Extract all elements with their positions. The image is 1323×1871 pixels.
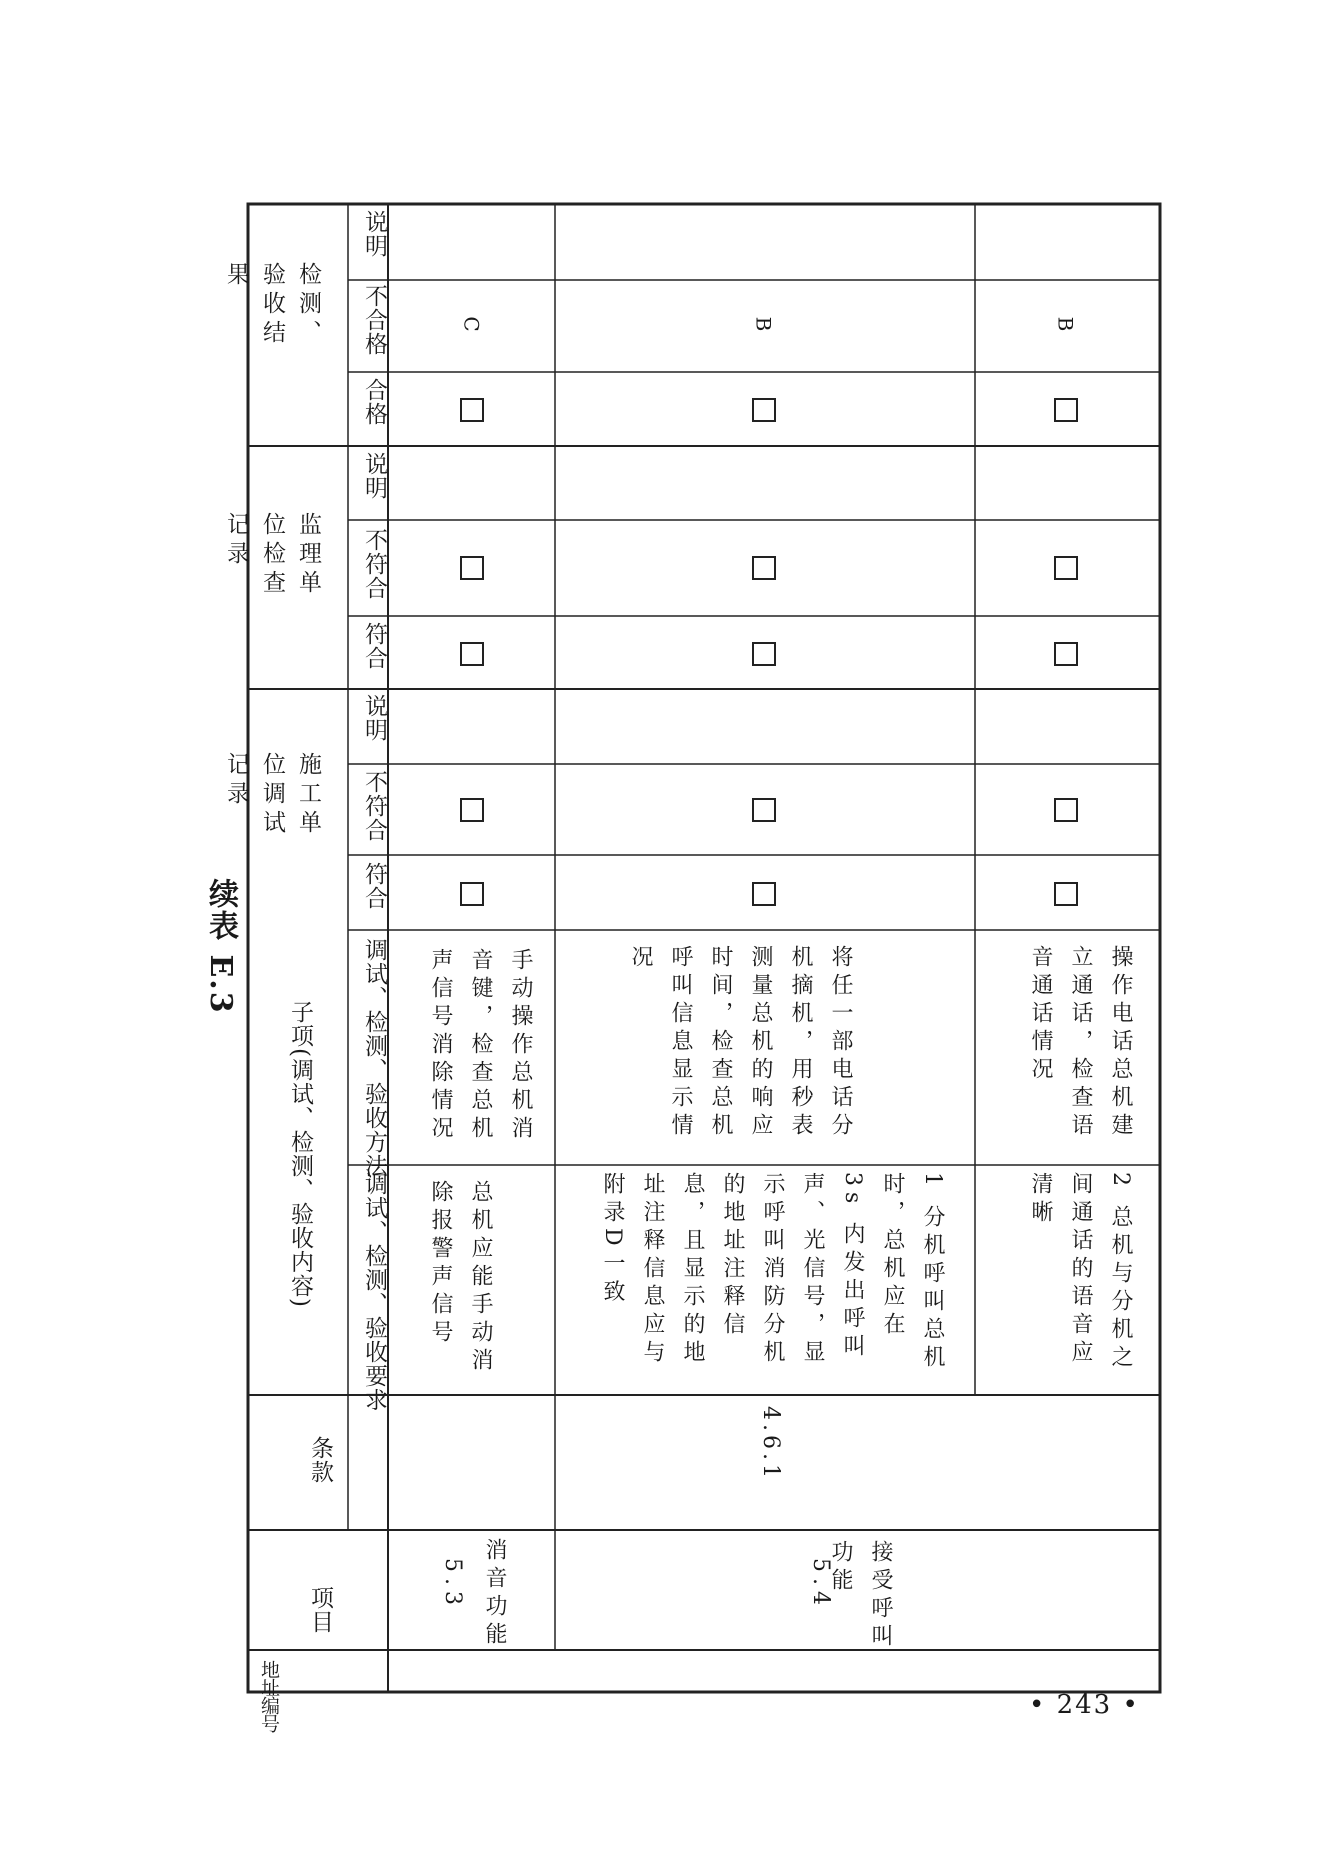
row-2-pass-checkbox[interactable] xyxy=(752,398,776,422)
row-3-requirement: 2 总机与分机之间通话的语音应清晰 xyxy=(1028,1172,1133,1373)
row-2-supervision-conform-checkbox[interactable] xyxy=(752,642,776,666)
header-inspection: 检测、验收结果 xyxy=(223,262,321,349)
row-2-method: 将任一部电话分机摘机，用秒表测量总机的响应时间，检查总机呼叫信息显示情况 xyxy=(628,945,853,1141)
header-item: 项目 xyxy=(307,1586,333,1634)
header-construction: 施工单位调试记录 xyxy=(223,752,321,839)
row-1-grade: C xyxy=(459,316,484,332)
header-method: 调试、检测、验收方法 xyxy=(361,938,387,1178)
header-supervision-conform: 符合 xyxy=(361,622,387,670)
row-2-grade: B xyxy=(751,316,776,332)
page-number: • 243 • xyxy=(1029,1690,1140,1720)
header-clause: 条款 xyxy=(307,1436,333,1484)
row-3-grade: B xyxy=(1053,316,1078,332)
row-2-requirement: 1 分机呼叫总机时，总机应在 3s 内发出呼叫声、光信号，显示呼叫消防分机的地址注释信息，且显示的地址注释信息应与附录D一致 xyxy=(600,1172,945,1373)
header-inspection-note: 说明 xyxy=(361,210,387,258)
row-3-supervision-conform-checkbox[interactable] xyxy=(1054,642,1078,666)
header-construction-nonconform: 不符合 xyxy=(361,770,387,842)
row-2-supervision-nonconform-checkbox[interactable] xyxy=(752,556,776,580)
table-caption: 续表 E.3 xyxy=(203,878,238,1015)
header-supervision-nonconform: 不符合 xyxy=(361,528,387,600)
header-construction-note: 说明 xyxy=(361,694,387,742)
row-3-supervision-nonconform-checkbox[interactable] xyxy=(1054,556,1078,580)
row-2-construction-conform-checkbox[interactable] xyxy=(752,882,776,906)
row-1-construction-conform-checkbox[interactable] xyxy=(460,882,484,906)
row-2-item-no: 5.4 xyxy=(808,1558,833,1611)
header-supervision: 监理单位检查记录 xyxy=(223,512,321,599)
header-subitem: 子项(调试、检测、验收内容) xyxy=(287,1000,313,1308)
row-1-requirement: 总机应能手动消除报警声信号 xyxy=(428,1180,493,1376)
row-1-supervision-conform-checkbox[interactable] xyxy=(460,642,484,666)
header-requirement: 调试、检测、验收要求 xyxy=(361,1172,387,1412)
row-1-supervision-nonconform-checkbox[interactable] xyxy=(460,556,484,580)
row-3-pass-checkbox[interactable] xyxy=(1054,398,1078,422)
row-3-method: 操作电话总机建立通话，检查语音通话情况 xyxy=(1028,945,1133,1141)
row-3-construction-conform-checkbox[interactable] xyxy=(1054,882,1078,906)
row-1-pass-checkbox[interactable] xyxy=(460,398,484,422)
header-supervision-note: 说明 xyxy=(361,452,387,500)
clause-value: 4.6.1 xyxy=(758,1406,783,1482)
row-1-item-no: 5.3 xyxy=(440,1558,465,1611)
header-inspection-fail: 不合格 xyxy=(361,284,387,356)
header-address-code: 地址编号 xyxy=(258,1660,280,1732)
row-1-construction-nonconform-checkbox[interactable] xyxy=(460,798,484,822)
row-2-item-name: 接受呼叫功能 xyxy=(828,1540,893,1652)
header-inspection-pass: 合格 xyxy=(361,378,387,426)
header-construction-conform: 符合 xyxy=(361,862,387,910)
row-2-construction-nonconform-checkbox[interactable] xyxy=(752,798,776,822)
row-1-method: 手动操作总机消音键，检查总机声信号消除情况 xyxy=(428,948,533,1144)
row-3-construction-nonconform-checkbox[interactable] xyxy=(1054,798,1078,822)
row-1-item-name: 消音功能 xyxy=(482,1538,507,1650)
